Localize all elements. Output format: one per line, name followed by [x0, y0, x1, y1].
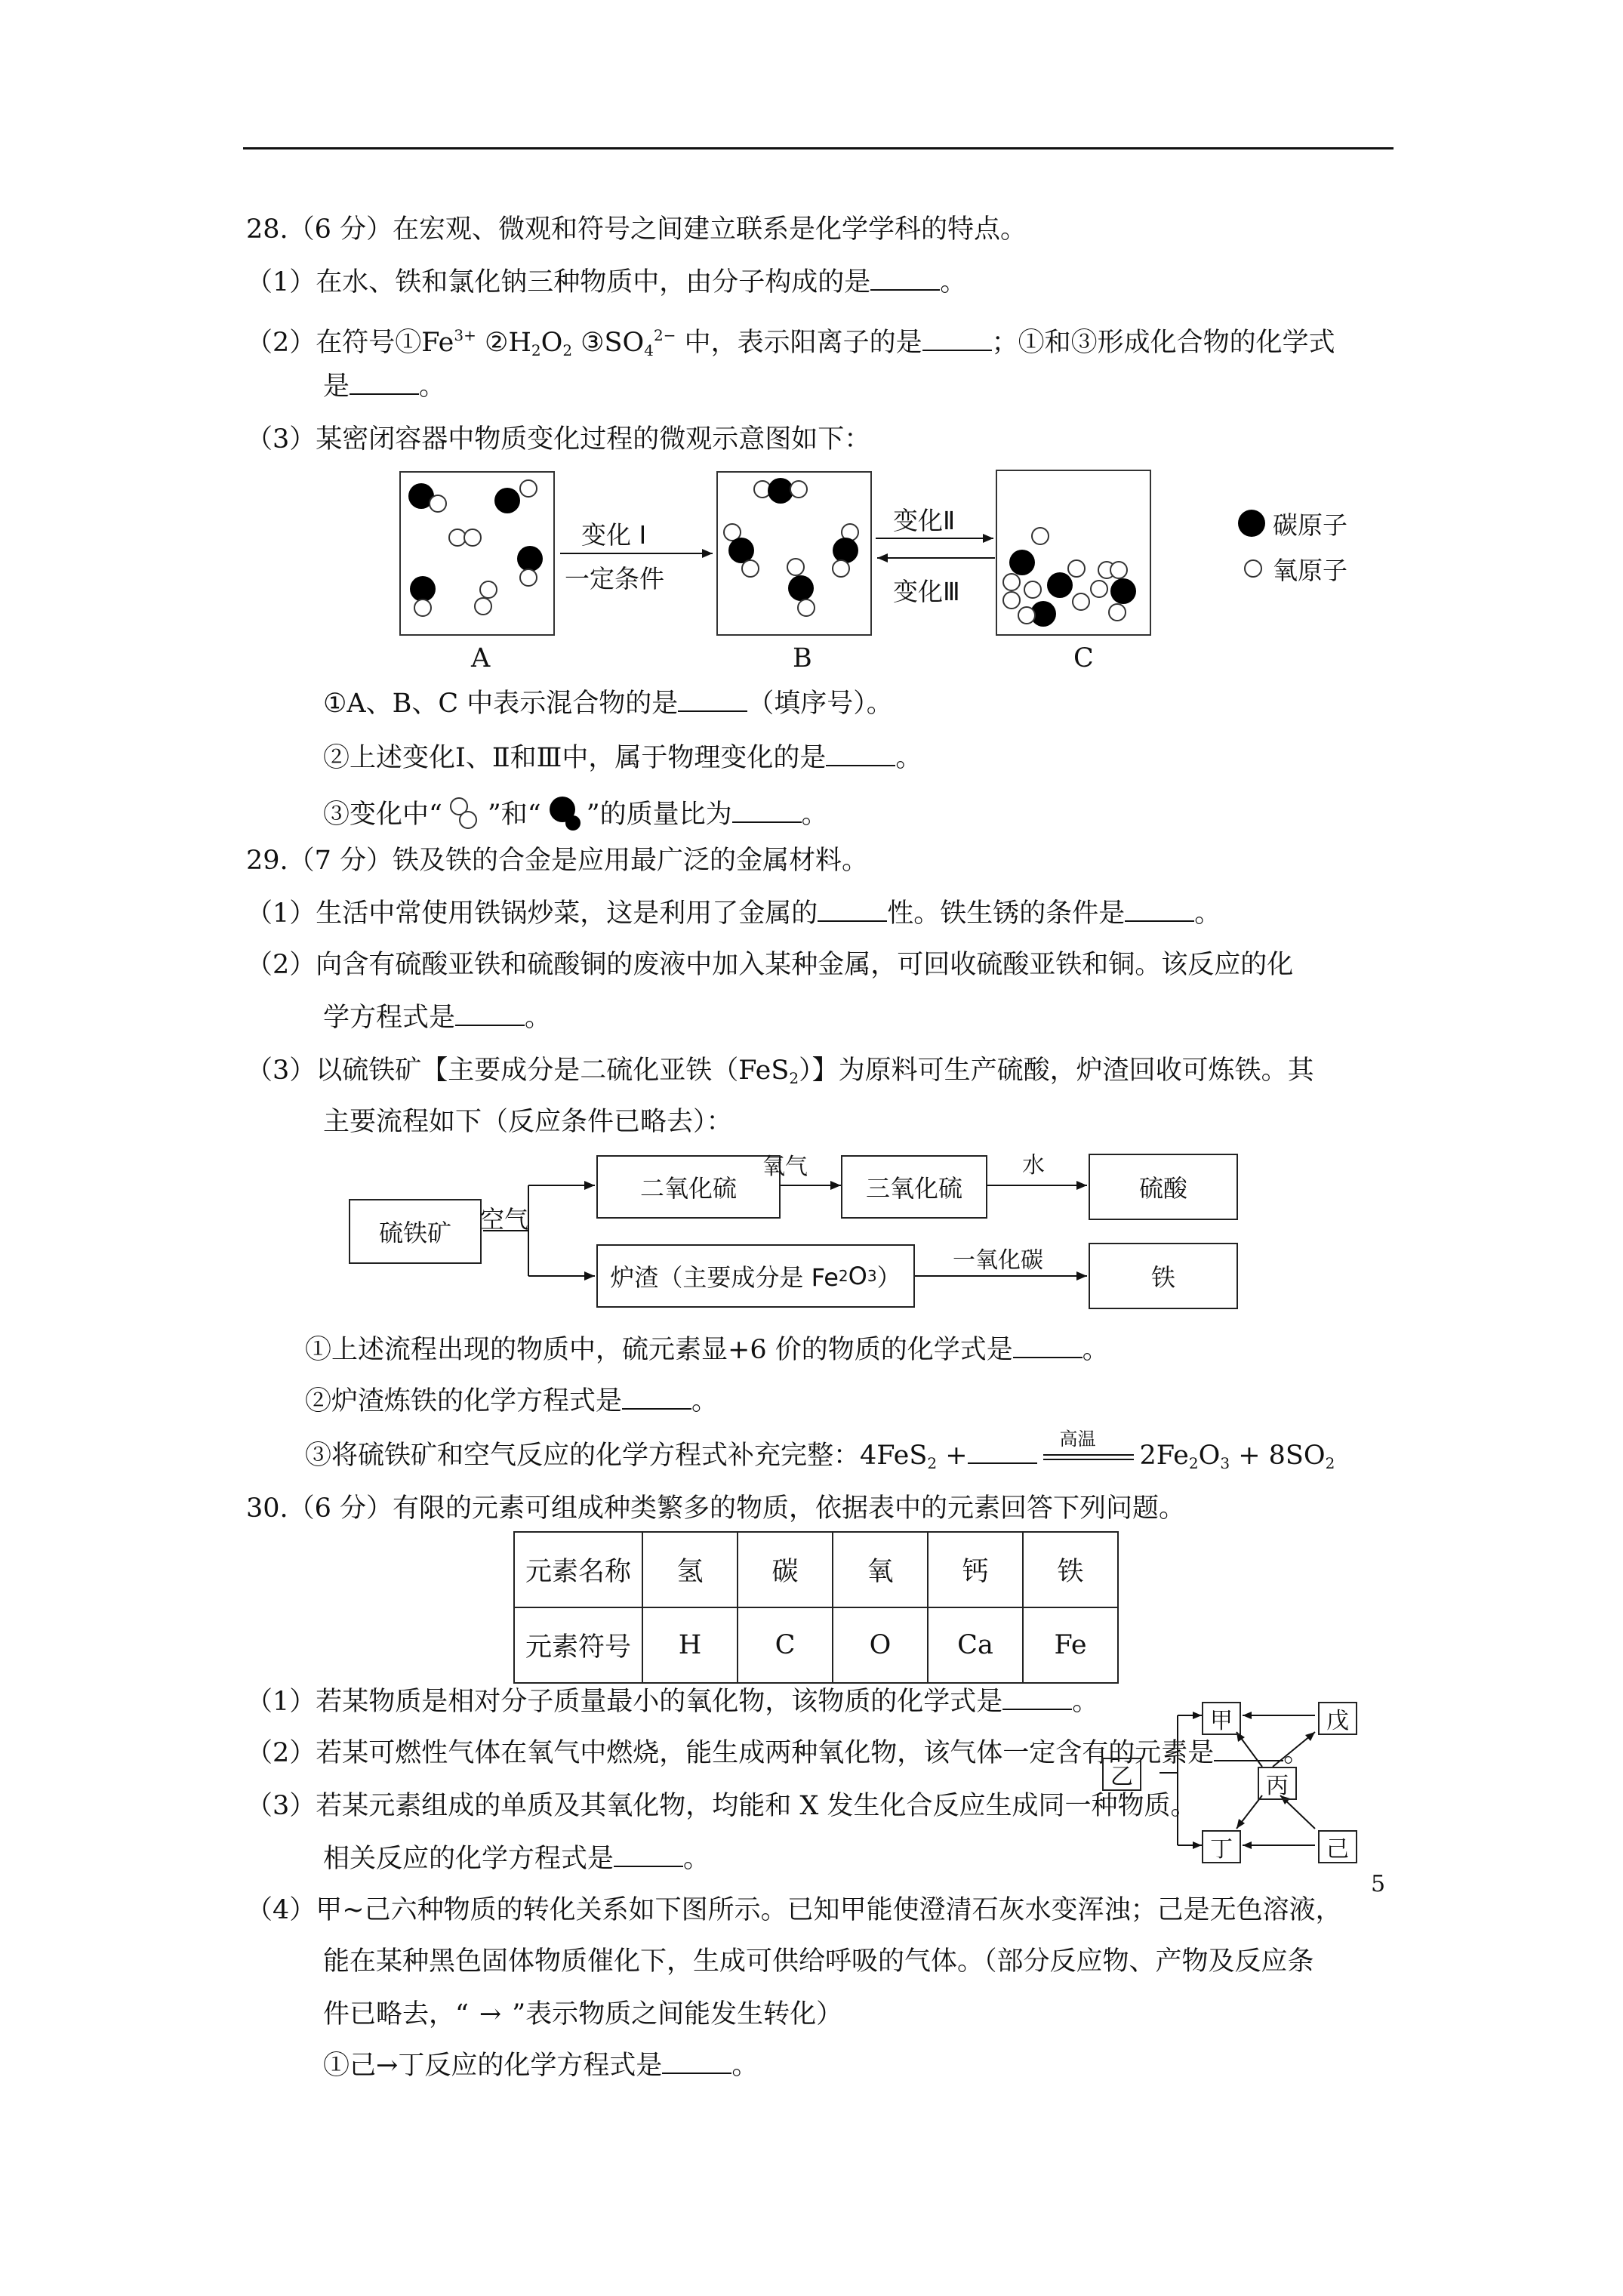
q28-title: 28.（6 分）在宏观、微观和符号之间建立联系是化学学科的特点。 [246, 214, 1027, 245]
q30-title: 30.（6 分）有限的元素可组成种类繁多的物质，依据表中的元素回答下列问题。 [246, 1493, 1186, 1524]
flow-co-label: 一氧化碳 [953, 1247, 1043, 1274]
q28-sub1: ①A、B、C 中表示混合物的是 （填序号）。 [323, 689, 893, 719]
answer-blank[interactable] [614, 1843, 683, 1867]
oxygen-molecule-icon [442, 794, 488, 832]
q28-part2-cont: 是 。 [323, 371, 446, 402]
q30-part4-cont2: 件已略去，“ → ”表示物质之间能发生转化） [323, 1999, 843, 2029]
arrow1-bottom-label: 一定条件 [565, 564, 664, 593]
answer-blank[interactable] [662, 2050, 731, 2074]
header-rule [243, 147, 1394, 149]
flow-iron: 铁 [1089, 1243, 1238, 1309]
flow-so3: 三氧化硫 [841, 1155, 987, 1219]
table-cell: 氢 [642, 1532, 738, 1607]
table-header: 元素符号 [514, 1607, 642, 1683]
answer-blank[interactable] [870, 267, 940, 291]
q29-part3-cont: 主要流程如下（反应条件已略去）： [323, 1107, 733, 1137]
q28-sub2: ②上述变化Ⅰ、Ⅱ和Ⅲ中，属于物理变化的是 。 [323, 743, 922, 773]
answer-blank[interactable] [968, 1440, 1037, 1464]
table-row [514, 1532, 1118, 1607]
legend-oxygen-label: 氧原子 [1273, 556, 1347, 585]
node-ji: 己 [1318, 1830, 1357, 1863]
table-cell: 钙 [928, 1532, 1023, 1607]
answer-blank[interactable] [826, 742, 895, 766]
flow-h2so4: 硫酸 [1089, 1154, 1238, 1220]
table-header: 元素名称 [514, 1532, 642, 1607]
panel-c-molecules [1003, 528, 1136, 627]
flow-slag: 炉渣（主要成分是 Fe 2 O 3 ） [596, 1244, 915, 1308]
table-cell: Ca [928, 1607, 1023, 1683]
flow-oxygen-label: 氧气 [762, 1154, 808, 1180]
q28-part2: （2）在符号$①Fe^{3+}$ $②H_2O_2$ $③SO_4^{2-}$ 中，表示阳离子的是 ；①和③形成化合物的化学式 [246, 326, 1335, 359]
q29-part1: （1）生活中常使用铁锅炒菜，这是利用了金属的 性。铁生锈的条件是 。 [246, 898, 1221, 929]
flow-ore: 硫铁矿 [349, 1199, 482, 1264]
arrow1-top-label: 变化 I [581, 520, 647, 550]
carbon-atom-icon [541, 794, 587, 832]
page-number: 5 [1371, 1871, 1386, 1897]
legend-carbon-symbol [1238, 510, 1265, 537]
table-cell: Fe [1023, 1607, 1118, 1683]
answer-blank[interactable] [622, 1385, 691, 1410]
table-cell: O [833, 1607, 928, 1683]
q29-part3: （3）以硫铁矿【主要成分是二硫化亚铁（FeS$_2$）】为原料可生产硫酸，炉渣回收可炼铁。其 [246, 1056, 1314, 1087]
arrow3-label: 变化Ⅲ [893, 577, 960, 606]
legend-carbon-label: 碳原子 [1273, 510, 1347, 540]
answer-blank[interactable] [1002, 1686, 1072, 1710]
q29-sub3: ③将硫铁矿和空气反应的化学方程式补充完整：4FeS$_2$ + 高温 $2Fe_2O_3 + 8SO_2$ [305, 1428, 1335, 1472]
answer-blank[interactable] [818, 898, 887, 922]
q29-part2: （2）向含有硫酸亚铁和硫酸铜的废液中加入某种金属，可回收硫酸亚铁和铜。该反应的化 [246, 950, 1294, 980]
node-ding: 丁 [1202, 1830, 1241, 1863]
arrow2-label: 变化Ⅱ [893, 506, 956, 535]
answer-blank[interactable] [455, 1002, 525, 1026]
element-table [513, 1531, 1119, 1684]
node-bing: 丙 [1258, 1767, 1297, 1800]
table-cell: 氧 [833, 1532, 928, 1607]
q29-title: 29.（7 分）铁及铁的合金是应用最广泛的金属材料。 [246, 846, 869, 876]
answer-blank[interactable] [350, 371, 419, 395]
flow-so2: 二氧化硫 [596, 1155, 781, 1219]
q30-part3: （3）若某元素组成的单质及其氧化物，均能和 X 发生化合反应生成同一种物质。 [246, 1791, 1197, 1821]
flow-air-label: 空气 [480, 1205, 529, 1234]
q30-part4: （4）甲~己六种物质的转化关系如下图所示。已知甲能使澄清石灰水变浑浊；己是无色溶液， [246, 1895, 1342, 1925]
legend-oxygen-symbol [1245, 560, 1261, 577]
node-jia: 甲 [1202, 1702, 1241, 1735]
label-a: A [471, 643, 491, 673]
table-cell: 碳 [738, 1532, 833, 1607]
q30-part3-cont: 相关反应的化学方程式是 。 [323, 1844, 710, 1874]
label-b: B [793, 643, 812, 673]
answer-blank[interactable] [1125, 898, 1194, 922]
q30-sub1: ①己→丁反应的化学方程式是 。 [323, 2051, 759, 2081]
answer-blank[interactable] [732, 799, 802, 823]
panel-b-molecules [724, 478, 858, 616]
node-wu: 戊 [1318, 1702, 1357, 1735]
node-yi: 乙 [1102, 1758, 1141, 1791]
table-cell: 铁 [1023, 1532, 1118, 1607]
table-row [514, 1607, 1118, 1683]
q28-sub3: ③变化中“ ”和“ ”的质量比为 。 [323, 794, 828, 832]
answer-blank[interactable] [678, 688, 747, 712]
arrow-icon: → [376, 2051, 399, 2081]
q28-part1: （1）在水、铁和氯化钠三种物质中，由分子构成的是 。 [246, 267, 967, 297]
arrow-icon: → [479, 1999, 502, 2029]
q30-part4-cont1: 能在某种黑色固体物质催化下，生成可供给呼吸的气体。（部分反应物、产物及反应条 [323, 1946, 1314, 1977]
q29-sub1: ①上述流程出现的物质中，硫元素显+6 价的物质的化学式是 。 [305, 1335, 1109, 1365]
label-c: C [1073, 643, 1094, 673]
panel-a-molecules [408, 480, 543, 616]
answer-blank[interactable] [922, 327, 992, 351]
q28-part3: （3）某密闭容器中物质变化过程的微观示意图如下： [246, 424, 871, 455]
high-temp-condition: 高温 [1043, 1439, 1134, 1472]
q29-sub2: ②炉渣炼铁的化学方程式是 。 [305, 1386, 719, 1416]
q29-part2-cont: 学方程式是 。 [323, 1003, 552, 1033]
answer-blank[interactable] [1013, 1334, 1083, 1358]
q30-part1: （1）若某物质是相对分子质量最小的氧化物，该物质的化学式是 。 [246, 1687, 1099, 1717]
table-cell: H [642, 1607, 738, 1683]
q30-part2: （2）若某可燃性气体在氧气中燃烧，能生成两种氧化物，该气体一定含有的元素是 。 [246, 1738, 1310, 1768]
table-cell: C [738, 1607, 833, 1683]
flow-water-label: 水 [1022, 1152, 1045, 1179]
